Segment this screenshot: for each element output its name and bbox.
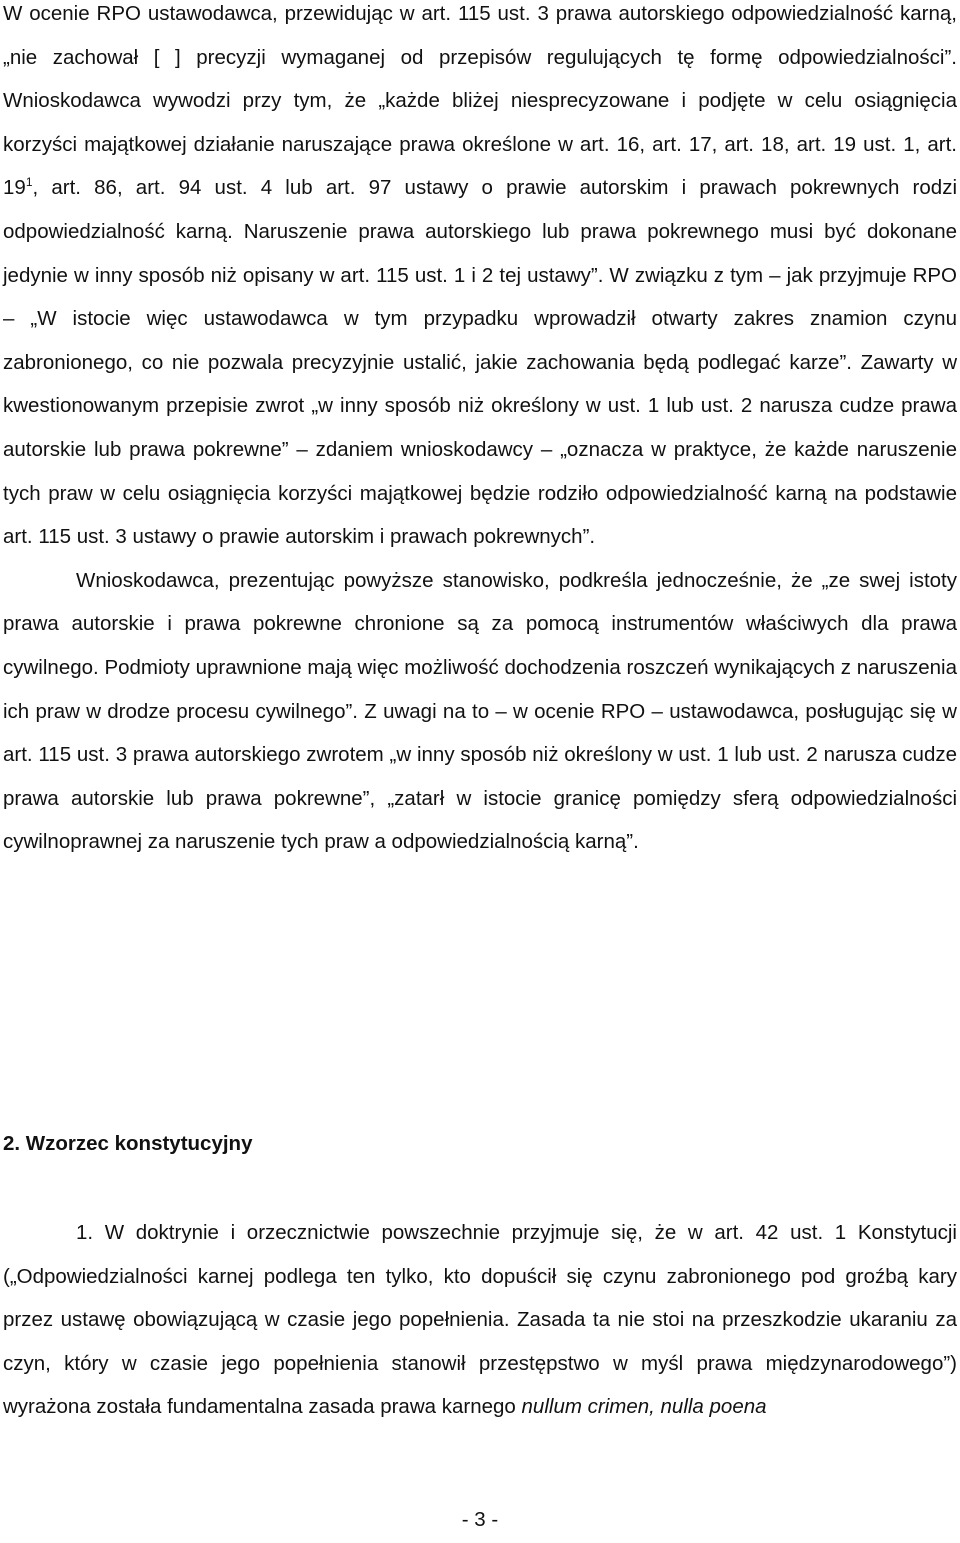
paragraph-text: 1. W doktrynie i orzecznictwie powszechnie przyjmuje się, że w art. 42 ust. 1 Konstytucji („Odpowiedzialności karnej podlega ten tylko, kto dopuścił się czynu zabronionego pod groźbą kary przez ustawę obowiązującą w czasie jego popełnienia. Zasada ta nie stoi na przeszkodzie ukaraniu za czyn, który w czasie jego popełnienia stanowił przestępstwo w myśl prawa międzynarodowego”) wyrażona została fundamentalna zasada prawa karnego	[3, 1221, 957, 1419]
paragraph-text: W ocenie RPO ustawodawca, przewidując w art. 115 ust. 3 prawa autorskiego odpowiedzialność karną, „nie zachował [ ] precyzji wymaganej od przepisów regulujących tę formę odpowiedzialności”. Wnioskodawca wywodzi przy tym, że „każde bliżej niesprecyzowane i podjęte w celu osiągnięcia korzyści majątkowej działanie naruszające prawa określone w art. 16, art. 17, art. 18, art. 19 ust. 1, art. 19	[3, 2, 957, 200]
section-body	[3, 1211, 957, 1429]
document-page	[3, 0, 957, 1419]
latin-maxim: nullum crimen, nulla poena	[521, 1395, 767, 1419]
superscript: 1	[25, 175, 33, 190]
paragraph-rpo-assessment	[3, 0, 957, 559]
section-heading: 2. Wzorzec konstytucyjny	[3, 1132, 253, 1155]
page-number: - 3 -	[461, 1508, 499, 1531]
paragraph-applicant-position: Wnioskodawca, prezentując powyższe stanowisko, podkreśla jednocześnie, że „ze swej istoty prawa autorskie i prawa pokrewne chronione są za pomocą instrumentów właściwych dla prawa cywilnego. Podmioty uprawnione mają więc możliwość dochodzenia roszczeń wynikających z naruszenia ich praw w drodze procesu cywilnego”. Z uwagi na to – w ocenie RPO – ustawodawca, posługując się w art. 115 ust. 3 prawa autorskiego zwrotem „w inny sposób niż określony w ust. 1 lub ust. 2 narusza cudze prawa autorskie lub prawa pokrewne”, „zatarł w istocie granicę pomiędzy sferą odpowiedzialności cywilnoprawnej za naruszenie tych praw a odpowiedzialnością karną”.	[3, 568, 957, 854]
paragraph-text-continued: , art. 86, art. 94 ust. 4 lub art. 97 ustawy o prawie autorskim i prawach pokrewnych rodzi odpowiedzialność karną. Naruszenie prawa autorskiego lub prawa pokrewnego musi być dokonane jedynie w inny sposób niż opisany w art. 115 ust. 1 i 2 tej ustawy”. W związku z tym – jak przyjmuje RPO – „W istocie więc ustawodawca w tym przypadku wprowadził otwarty zakres znamion czynu zabronionego, co nie pozwala precyzyjnie ustalić, jakie zachowania będą podlegać karze”. Zawarty w kwestionowanym przepisie zwrot „w inny sposób niż określony w ust. 1 lub ust. 2 narusza cudze prawa autorskie lub prawa pokrewne” – zdaniem wnioskodawcy – „oznacza w praktyce, że każde naruszenie tych praw w celu osiągnięcia korzyści majątkowej będzie rodziło odpowiedzialność karną na podstawie art. 115 ust. 3 ustawy o prawie autorskim i prawach pokrewnych”.	[3, 176, 957, 549]
paragraph-constitutional-standard	[3, 1211, 957, 1429]
